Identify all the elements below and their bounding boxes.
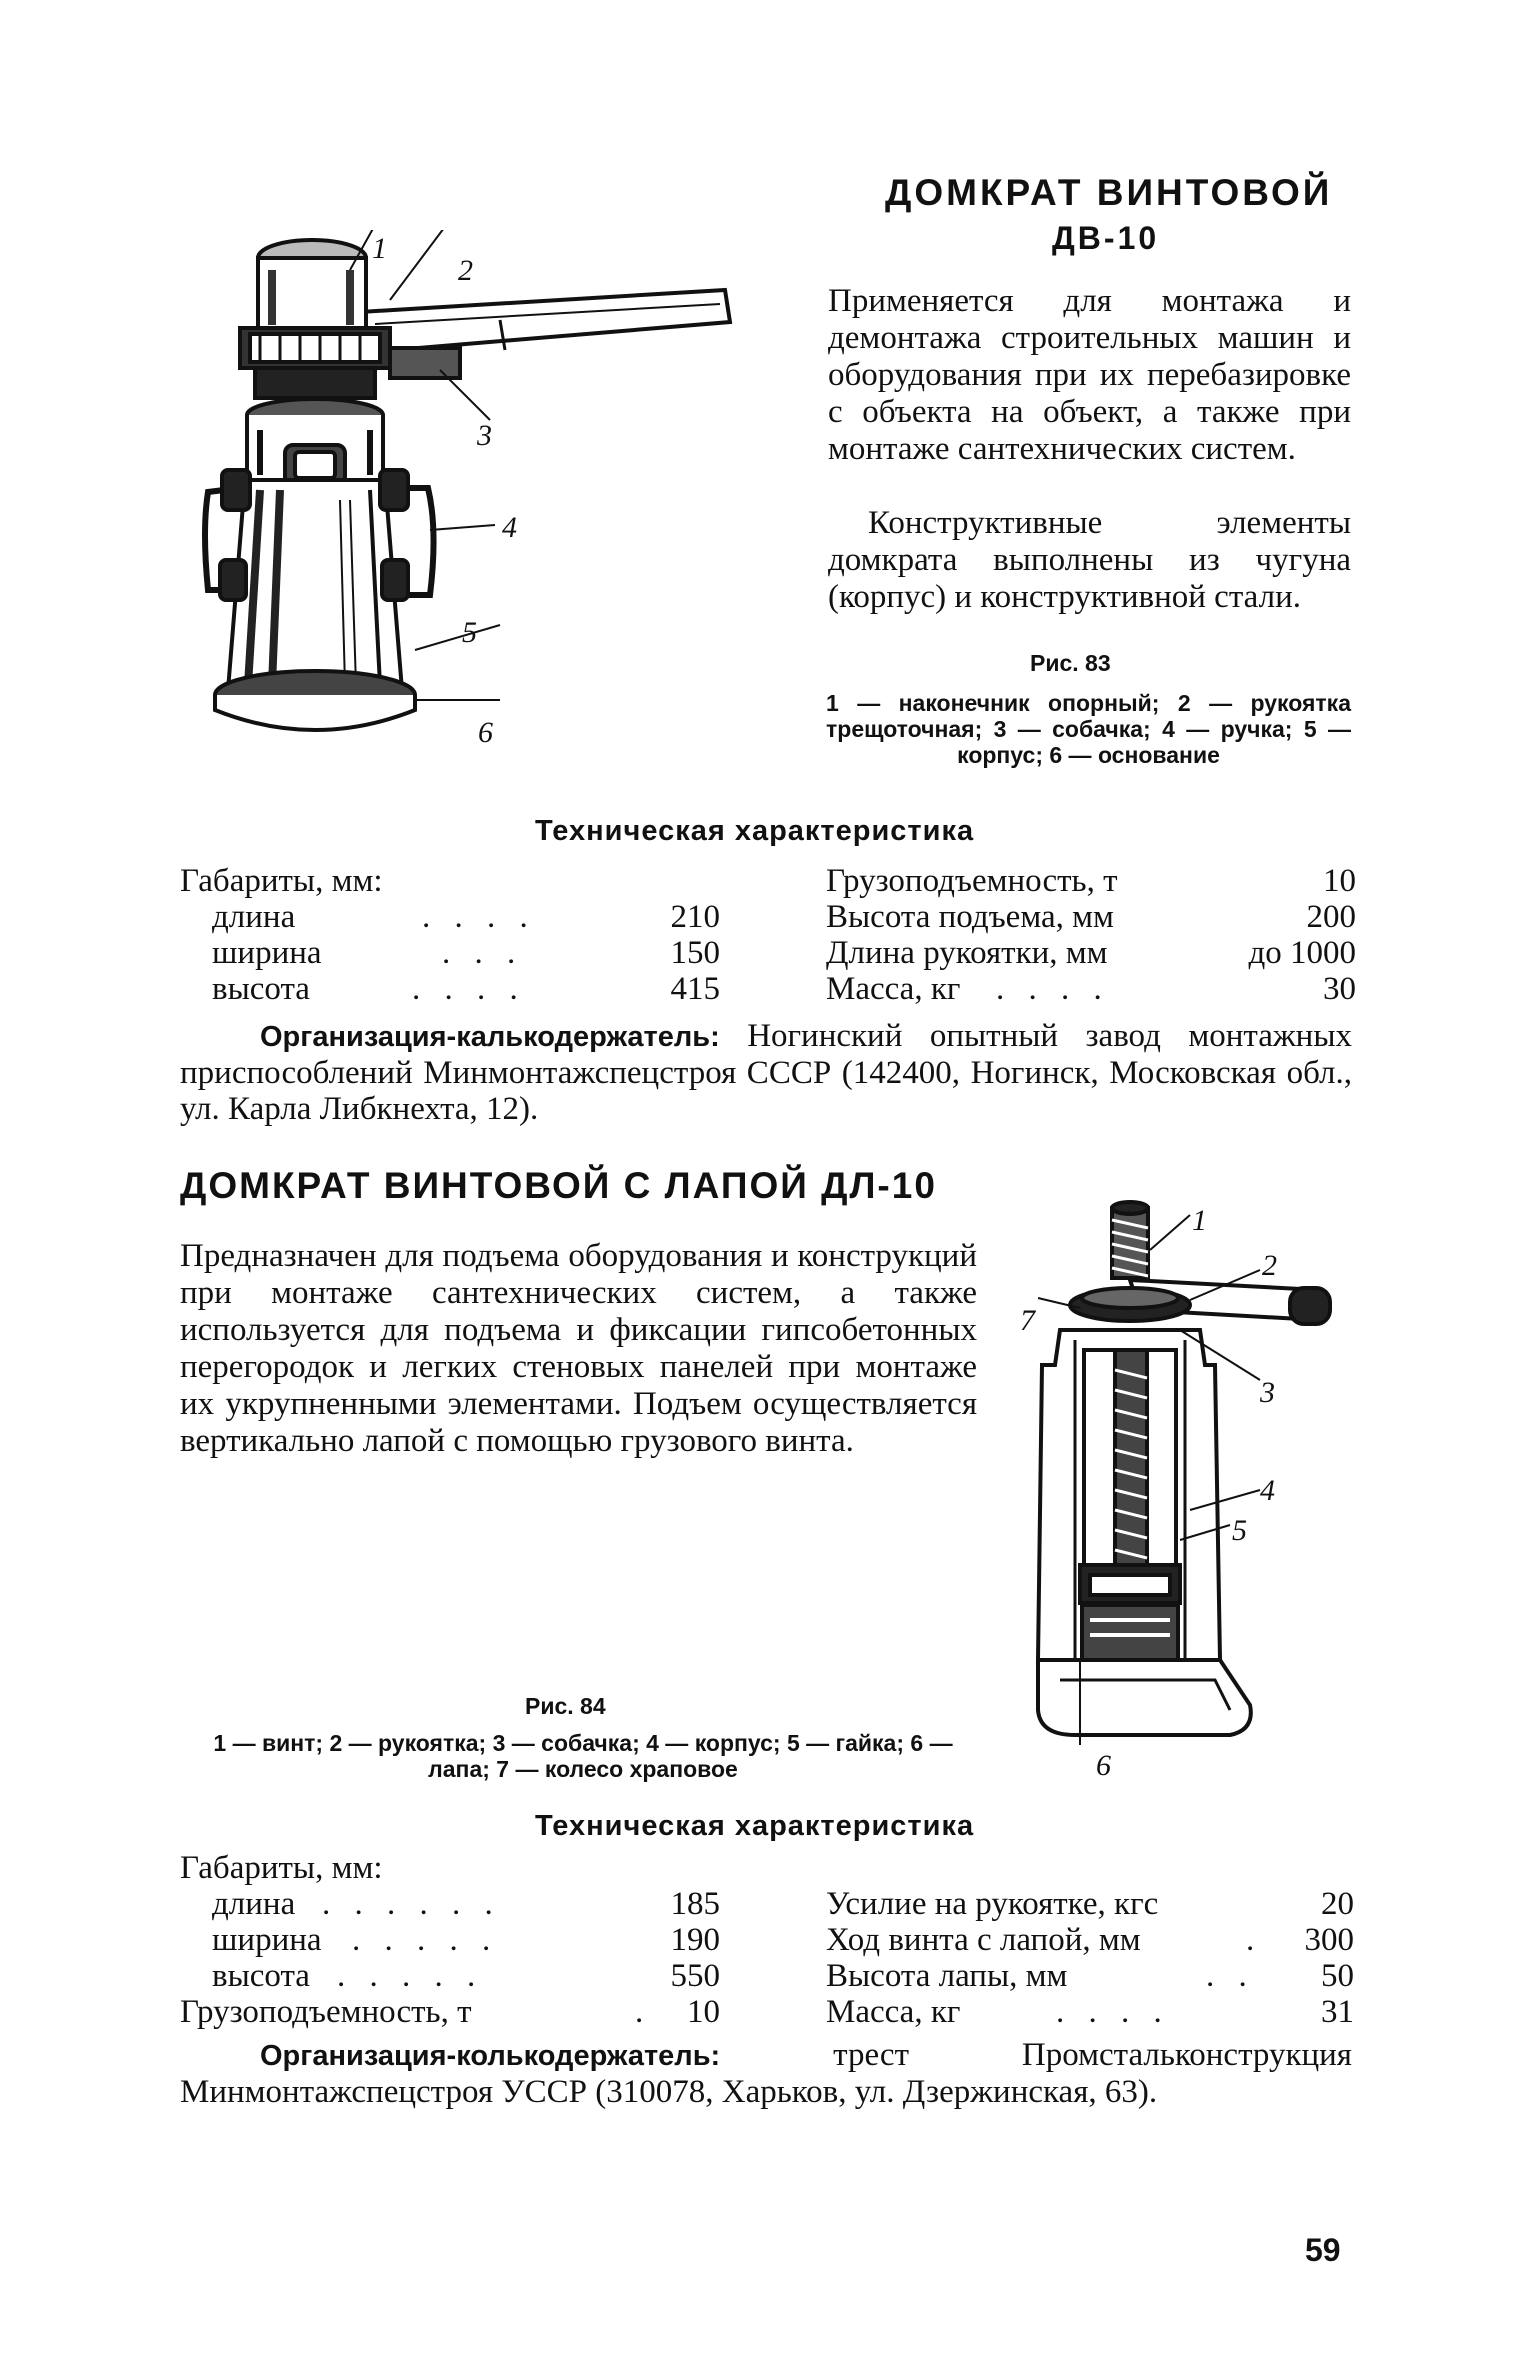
callout-6: 6 [478,716,493,749]
callout-3: 3 [1260,1376,1275,1409]
org-label: Организация-калькодержатель: [260,1021,720,1053]
callout-1: 1 [372,232,387,265]
spec-row: Грузоподъемность, т 10 [826,863,1356,899]
callout-2: 2 [458,254,473,287]
spec-row: Длина рукоятки, мм до 1000 [826,935,1356,971]
org-label: Организация-колькодержатель: [260,2040,721,2072]
callout-6: 6 [1096,1749,1111,1782]
support-tip-drawing [258,240,366,328]
org-text: трест Промстальконструкция Минмонтажспецстроя УССР (310078, Харьков, ул. Дзержинская, 63). [180,2037,1352,2110]
section1-model: ДВ-10 [1052,220,1160,256]
ratchet-wheel-drawing [1070,1288,1190,1321]
foot-drawing [1038,1660,1251,1735]
spec-row: Усилие на рукоятке, кгс 20 [826,1886,1354,1922]
section2-paragraph: Предназначен для подъема оборудования и конструкций при монтаже сантехнических систем, а также используется для подъема и фиксации гипсобетонных перегородок и легких стеновых панелей при монтаже их укрупненными элементами. Подъем осуществляется вертикально лапой с помощью грузового винта. [180,1238,977,1459]
section1-organization [180,1018,1352,1127]
org-text: Ногинский опытный завод монтажных приспособлений Минмонтажспецстроя СССР (142400, Ногинск, Московская обл., ул. Карла Либкнехта, 12). [180,1018,1352,1127]
callout-5: 5 [462,616,477,649]
ratchet-handle-drawing [360,290,730,352]
spec-row: ширина . . . . . 190 [212,1922,720,1958]
spec-row: длина . . . . 210 [212,899,720,935]
section1-specs-right [826,863,1356,1007]
spec-row: Высота подъема, мм 200 [826,899,1356,935]
dims-label: Габариты, мм: [180,863,383,899]
callout-1: 1 [1192,1204,1207,1237]
base-drawing [215,671,415,730]
callout-4: 4 [502,511,517,544]
page-number: 59 [1305,2232,1341,2268]
callout-5: 5 [1232,1514,1247,1547]
section2-specs-left [180,1850,720,2030]
figure-83-caption: Рис. 83 [1030,650,1111,676]
spec-row: Ход винта с лапой, мм . 300 [826,1922,1354,1958]
spec-row: высота . . . . 415 [212,971,720,1007]
figure-84-legend: 1 — винт; 2 — рукоятка; 3 — собачка; 4 — корпус; 5 — гайка; 6 — лапа; 7 — колесо храповое [213,1730,953,1782]
section1-paragraph1: Применяется для монтажа и демонтажа строительных машин и оборудования при их перебазировке с объекта на объект, а также при монтаже сантехнических систем. [828,283,1351,467]
section2-organization [180,2037,1352,2110]
spec-row: длина . . . . . . 185 [212,1886,720,1922]
jack-body-drawing [220,399,408,690]
spec-row: Высота лапы, мм . . 50 [826,1958,1354,1994]
spec-row: высота . . . . . 550 [212,1958,720,1994]
spec-row: Масса, кг . . . . 31 [826,1994,1354,2030]
figure-83-jack-illustration [200,230,760,790]
section2-title: ДОМКРАТ ВИНТОВОЙ С ЛАПОЙ ДЛ-10 [180,1165,937,1206]
screw-drawing [1112,1202,1148,1278]
housing-drawing [1038,1330,1220,1670]
figure-83-legend: 1 — наконечник опорный; 2 — рукоятка трещоточная; 3 — собачка; 4 — ручка; 5 — корпус; 6 — основание [826,690,1351,768]
figure-84-jack-illustration [1020,1190,1350,1790]
callout-3: 3 [477,419,492,452]
section2-specs-right [826,1886,1354,2030]
figure-84-caption: Рис. 84 [525,1693,606,1719]
spec-row: Масса, кг . . . . 30 [826,971,1356,1007]
section1-title: ДОМКРАТ ВИНТОВОЙ [885,172,1333,213]
dims-label: Габариты, мм: [180,1850,383,1886]
spec-row: ширина . . . 150 [212,935,720,971]
section2-tech-heading: Техническая характеристика [535,1810,975,1842]
spec-row: Грузоподъемность, т . 10 [180,1994,720,2030]
section1-paragraph2: Конструктивные элементы домкрата выполнены из чугуна (корпус) и конструктивной стали. [828,505,1351,615]
callout-2: 2 [1262,1249,1277,1282]
callout-7: 7 [1020,1304,1035,1337]
callout-4: 4 [1260,1474,1275,1507]
section1-tech-heading: Техническая характеристика [535,815,975,847]
section1-specs-left [180,863,720,1007]
